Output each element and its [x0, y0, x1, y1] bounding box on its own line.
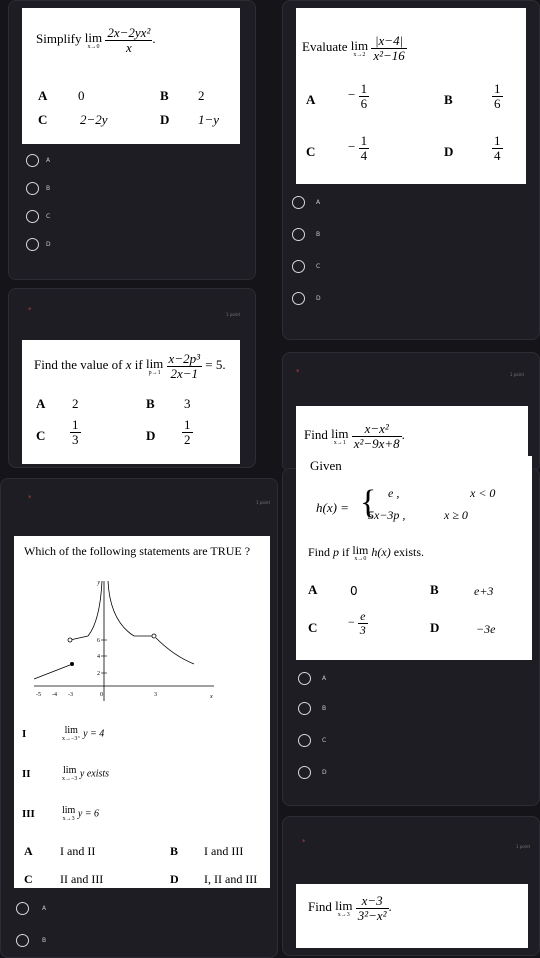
- q3-lim-sub: p→1: [148, 369, 161, 376]
- q3-opt-c-num: 1: [72, 417, 79, 432]
- q3-opt-a-letter: A: [36, 396, 46, 411]
- q2-radio-c[interactable]: [292, 260, 305, 273]
- q6-stmt-1-lim-sub: x→−3⁺: [62, 736, 81, 742]
- q4-lim: lim: [331, 425, 349, 441]
- q3-opt-b-value: 3: [184, 396, 191, 411]
- q7-lim: lim: [335, 897, 353, 913]
- q2-radio-c-label: C: [316, 263, 321, 270]
- q6-opt-d-value: I, II and III: [204, 872, 258, 886]
- q5-if: if: [342, 544, 350, 559]
- q1-opt-a-value: 0: [78, 88, 85, 103]
- question-3-image: [22, 340, 240, 464]
- q5-radio-a-label: A: [322, 675, 327, 682]
- q5-opt-d-letter: D: [430, 620, 440, 635]
- q1-opt-b-value: 2: [198, 88, 205, 103]
- q1-lim: lim: [84, 29, 103, 45]
- q2-lim: lim: [350, 37, 369, 53]
- q5-opt-b-letter: B: [430, 582, 439, 597]
- q1-radio-a-label: A: [46, 157, 51, 164]
- q2-opt-a-num: 1: [360, 81, 368, 96]
- q5-opt-d-value: −3e: [476, 622, 496, 636]
- q3-lim: lim: [145, 355, 164, 371]
- q3-opt-d-num: 1: [184, 417, 191, 432]
- q6-stmt-1-expr: y = 4: [83, 728, 105, 740]
- q7-lim-sub: x→3: [337, 911, 350, 918]
- q1-radio-b[interactable]: [26, 182, 39, 195]
- question-1-image: [22, 8, 240, 144]
- q5-exists: exists.: [393, 544, 425, 559]
- q6-open-point-right: [152, 634, 156, 638]
- q5-radio-c-label: C: [322, 737, 327, 744]
- q3-opt-b-letter: B: [146, 396, 155, 411]
- q2-opt-b-letter: B: [444, 92, 453, 107]
- question-6-image: [14, 536, 270, 888]
- q6-stmt-3-roman: III: [22, 808, 35, 820]
- q5-lim-sub: x→0: [354, 556, 367, 562]
- q5-opt-c-num: e: [358, 610, 368, 624]
- q2-radio-b-label: B: [316, 231, 321, 238]
- q2-radio-d[interactable]: [292, 292, 305, 305]
- q5-opt-c-den: 3: [359, 622, 366, 637]
- q6-required-star: *: [28, 494, 32, 502]
- q6-radio-b[interactable]: [16, 934, 29, 947]
- q6-filled-point: [70, 662, 74, 666]
- q5-case2-expr: 5x−3p ,: [368, 508, 406, 522]
- q1-tail: .: [152, 31, 156, 47]
- q1-prefix: Simplify: [36, 31, 82, 47]
- q6-graph: [24, 576, 224, 706]
- q7-numerator: x−3: [356, 894, 389, 909]
- q5-brace: {: [360, 484, 377, 521]
- q6-x-tick-3: 3: [154, 692, 157, 698]
- q1-radio-c[interactable]: [26, 210, 39, 223]
- q2-opt-b-num: 1: [494, 81, 501, 96]
- q4-tail: .: [401, 427, 405, 443]
- q6-opt-c-letter: C: [24, 872, 33, 886]
- q6-stmt-2-expr: y exists: [79, 768, 110, 780]
- q6-stmt-1-lim: lim: [64, 725, 78, 736]
- q6-x-tick-m5: -5: [36, 692, 41, 698]
- q4-required-star: *: [296, 368, 300, 376]
- q6-stmt-2-lim: lim: [63, 765, 77, 776]
- q2-radio-a-label: A: [316, 199, 321, 206]
- q6-radio-a[interactable]: [16, 902, 29, 915]
- q4-denominator: x²−9x+8: [353, 435, 400, 451]
- q6-y-axis-label: y: [97, 580, 100, 586]
- q3-numerator: x−2p³: [168, 351, 200, 366]
- q1-denominator: x: [125, 39, 132, 55]
- q6-x-tick-m3: -3: [68, 692, 73, 698]
- q1-radio-d-label: D: [46, 241, 51, 248]
- q1-opt-d-letter: D: [160, 112, 170, 127]
- q1-opt-b-letter: B: [160, 88, 169, 103]
- q5-case2-cond: x ≥ 0: [444, 508, 468, 522]
- q5-case1-expr: e ,: [388, 486, 400, 500]
- q7-points: 1 point: [516, 844, 531, 849]
- q4-points: 1 point: [510, 372, 525, 377]
- question-7-image: [296, 884, 528, 948]
- q1-numerator: 2x−2yx²: [107, 25, 151, 40]
- q3-denominator: 2x−1: [170, 365, 199, 381]
- q5-radio-b-label: B: [322, 705, 327, 712]
- q5-radio-a[interactable]: [298, 672, 311, 685]
- q3-required-star: *: [28, 306, 32, 314]
- q6-opt-b-letter: B: [170, 844, 179, 858]
- q1-opt-d-value: 1−y: [198, 112, 220, 127]
- q5-radio-d[interactable]: [298, 766, 311, 779]
- q2-opt-a-letter: A: [306, 92, 316, 107]
- q1-opt-c-value: 2−2y: [80, 112, 108, 127]
- q6-opt-b-value: I and III: [204, 844, 244, 858]
- q5-opt-c-letter: C: [308, 620, 318, 635]
- q2-opt-a-den: 6: [360, 95, 368, 111]
- q4-numerator: x−x²: [352, 422, 402, 437]
- q6-x-axis-label: x: [210, 694, 213, 700]
- q5-opt-a-value: 0: [350, 584, 358, 598]
- q2-prefix: Evaluate: [302, 39, 348, 55]
- q6-opt-a-letter: A: [24, 844, 33, 858]
- q2-radio-d-label: D: [316, 295, 321, 302]
- q3-prefix: Find the value of: [34, 357, 123, 373]
- q2-opt-b-den: 6: [494, 95, 501, 111]
- q2-denominator: x²−16: [373, 47, 405, 63]
- q2-radio-a[interactable]: [292, 196, 305, 209]
- q3-var: x: [125, 357, 132, 373]
- q6-opt-a-value: I and II: [60, 844, 96, 858]
- q2-opt-c-letter: C: [306, 144, 316, 159]
- q2-opt-c-den: 4: [360, 147, 368, 163]
- q6-stmt-2-lim-sub: x→−3: [62, 776, 78, 782]
- q5-opt-c-sign: −: [348, 614, 355, 629]
- q2-opt-d-letter: D: [444, 144, 454, 159]
- q5-find: Find: [308, 544, 331, 559]
- q2-opt-d-den: 4: [494, 147, 501, 163]
- q5-case1-cond: x < 0: [470, 486, 496, 500]
- q3-opt-c-den: 3: [72, 431, 79, 447]
- q5-opt-b-value: e+3: [474, 584, 494, 598]
- q5-var: p: [333, 544, 340, 559]
- q3-opt-d-letter: D: [146, 428, 156, 443]
- q6-radio-a-label: A: [42, 905, 47, 912]
- q1-opt-c-letter: C: [38, 112, 48, 127]
- q2-lim-sub: x→2: [353, 51, 366, 58]
- q2-opt-c-num: 1: [360, 133, 368, 148]
- q7-prefix: Find: [308, 899, 332, 915]
- q6-stmt-2-roman: II: [22, 768, 31, 780]
- q6-opt-c-value: II and III: [60, 872, 104, 886]
- q2-opt-c-sign: −: [348, 139, 356, 155]
- q4-prefix: Find: [304, 427, 328, 443]
- q6-question: Which of the following statements are TRUE ?: [24, 544, 251, 558]
- q6-x-tick-m4: -4: [52, 692, 57, 698]
- q1-opt-a-letter: A: [38, 88, 48, 103]
- q4-lim-sub: x→1: [333, 439, 346, 446]
- q5-opt-a-letter: A: [308, 582, 318, 597]
- q6-points: 1 point: [256, 500, 271, 505]
- q7-required-star: *: [302, 838, 306, 846]
- q3-tail: = 5.: [205, 357, 226, 373]
- q2-numerator: |x−4|: [371, 34, 406, 49]
- q6-open-point-left: [68, 638, 72, 642]
- q3-opt-d-den: 2: [184, 431, 191, 447]
- q6-opt-d-letter: D: [170, 872, 179, 886]
- q2-opt-d-num: 1: [494, 133, 501, 148]
- q1-radio-b-label: B: [46, 185, 51, 192]
- q3-opt-a-value: 2: [72, 396, 79, 411]
- q5-lim: lim: [352, 543, 369, 557]
- q6-y-tick-2: 2: [97, 671, 100, 677]
- q5-func: h(x) =: [316, 500, 349, 515]
- q5-radio-d-label: D: [322, 769, 327, 776]
- q3-points: 1 point: [226, 312, 241, 317]
- question-2-image: [296, 8, 526, 184]
- q1-radio-a[interactable]: [26, 154, 39, 167]
- q5-given: Given: [310, 458, 342, 473]
- q6-stmt-3-lim: lim: [62, 805, 76, 816]
- q6-x-tick-0: 0: [100, 692, 103, 698]
- q7-tail: .: [388, 899, 392, 915]
- q3-opt-c-letter: C: [36, 428, 46, 443]
- q1-radio-c-label: C: [46, 213, 51, 220]
- q5-radio-c[interactable]: [298, 734, 311, 747]
- q1-lim-sub: x→0: [87, 43, 100, 50]
- q6-stmt-3-expr: y = 6: [77, 808, 100, 820]
- q5-radio-b[interactable]: [298, 702, 311, 715]
- q2-radio-b[interactable]: [292, 228, 305, 241]
- q2-opt-a-sign: −: [348, 87, 356, 103]
- q6-y-tick-4: 4: [97, 654, 100, 660]
- q1-radio-d[interactable]: [26, 238, 39, 251]
- q7-denominator: 3²−x²: [357, 907, 387, 923]
- q6-stmt-3-lim-sub: x→3: [62, 816, 75, 822]
- q6-stmt-1-roman: I: [22, 728, 27, 740]
- question-5-image: [296, 456, 532, 660]
- q6-y-tick-6: 6: [97, 638, 100, 644]
- q5-lim-expr: h(x): [371, 544, 391, 559]
- q3-if: if: [134, 357, 143, 373]
- q6-radio-b-label: B: [42, 937, 47, 944]
